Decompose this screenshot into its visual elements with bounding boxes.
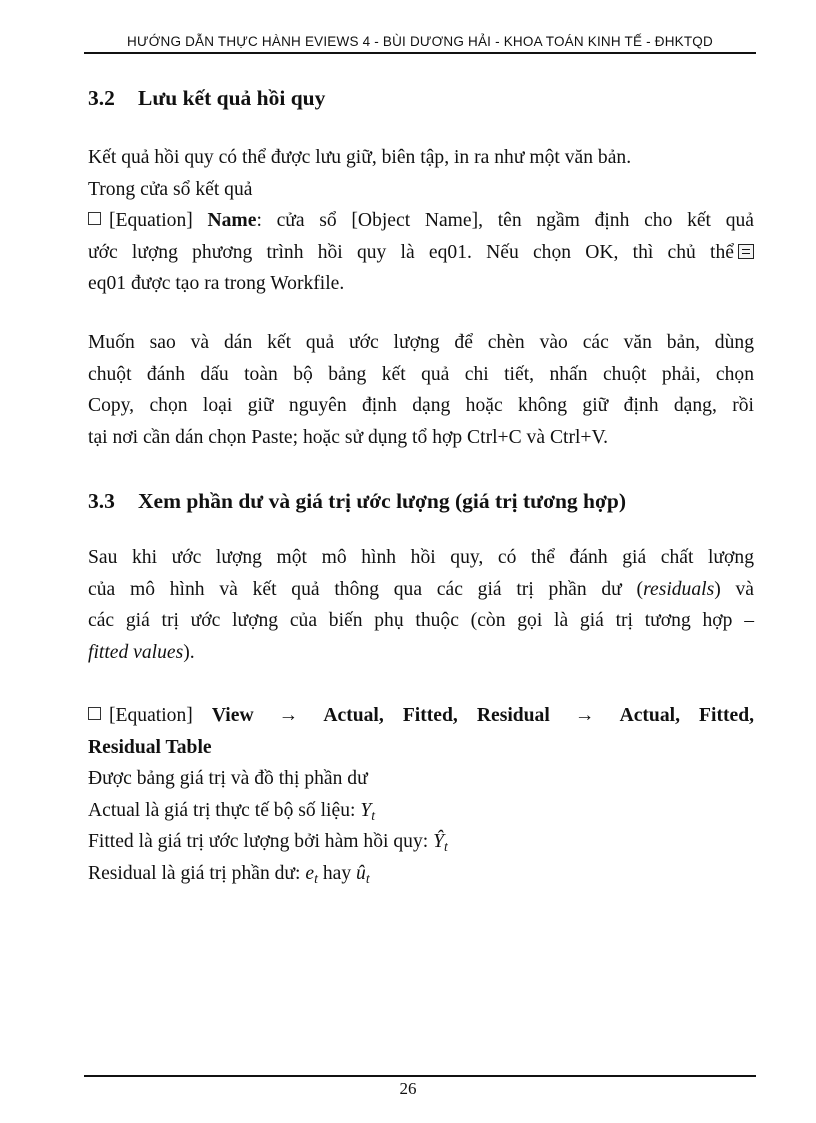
text-fragment: Residual là giá trị phần dư: bbox=[88, 862, 306, 884]
text-line: Được bảng giá trị và đồ thị phần dư bbox=[88, 768, 368, 789]
text-line bbox=[88, 637, 754, 669]
text-line: eq01 được tạo ra trong Workfile. bbox=[88, 273, 345, 294]
text-fragment: ước lượng phương trình hồi quy là eq01. Nếu chọn OK, thì chủ thể bbox=[88, 241, 734, 263]
section-3-3-paragraph-1 bbox=[88, 542, 754, 668]
text-fragment: Actual là giá trị thực tế bộ số liệu: bbox=[88, 799, 361, 821]
math-variable: e bbox=[305, 862, 315, 884]
section-3-2-paragraph-2 bbox=[88, 327, 754, 453]
section-title: Lưu kết quả hồi quy bbox=[138, 86, 326, 110]
text-line bbox=[88, 205, 754, 237]
math-subscript: t bbox=[444, 839, 448, 855]
text-line bbox=[88, 574, 754, 606]
section-number: 3.3 bbox=[88, 489, 115, 513]
math-variable: Y bbox=[360, 799, 372, 821]
text-fragment: ) và bbox=[714, 578, 754, 600]
section-3-2-paragraph-1 bbox=[88, 142, 754, 300]
text-line: Sau khi ước lượng một mô hình hồi quy, có thể đánh giá chất lượng bbox=[88, 547, 754, 568]
text-line: tại nơi cần dán chọn Paste; hoặc sử dụng tổ hợp Ctrl+C và Ctrl+V. bbox=[88, 426, 608, 448]
text-line bbox=[88, 237, 754, 269]
arrow-right-icon: → bbox=[278, 705, 299, 726]
menu-command: Actual, Fitted, Residual bbox=[323, 705, 550, 726]
term-residuals: residuals bbox=[643, 578, 715, 600]
text-line bbox=[88, 795, 754, 827]
text-fragment: ). bbox=[183, 641, 195, 663]
menu-command: View bbox=[211, 705, 254, 726]
text-line: các giá trị ước lượng của biến phụ thuộc (còn gọi là giá trị tương hợp – bbox=[88, 610, 754, 631]
text-line: Kết quả hồi quy có thể được lưu giữ, biên tập, in ra như một văn bản. bbox=[88, 147, 632, 168]
math-subscript: t bbox=[365, 870, 370, 886]
text-line bbox=[88, 826, 754, 858]
equation-object-icon bbox=[738, 244, 754, 259]
math-variable: û bbox=[356, 862, 366, 884]
text-line: Muốn sao và dán kết quả ước lượng để chèn vào các văn bản, dùng bbox=[88, 332, 754, 353]
math-subscript: t bbox=[314, 870, 318, 886]
checkbox-bullet-icon bbox=[88, 707, 101, 720]
arrow-right-icon: → bbox=[574, 705, 595, 726]
section-3-3-heading bbox=[88, 489, 626, 514]
menu-object-label: [Equation] bbox=[109, 210, 193, 231]
running-header: HƯỚNG DẪN THỰC HÀNH EVIEWS 4 - BÙI DƯƠNG HẢI - KHOA TOÁN KINH TẾ - ĐHKTQD bbox=[127, 34, 713, 49]
text-fragment: : cửa sổ [Object Name], tên ngầm định cho kết quả bbox=[256, 210, 754, 231]
text-line bbox=[88, 700, 754, 732]
page-number: 26 bbox=[399, 1079, 417, 1098]
math-subscript: t bbox=[371, 807, 376, 823]
text-fragment: của mô hình và kết quả thông qua các giá trị phần dư ( bbox=[88, 578, 644, 600]
section-3-3-menu-path bbox=[88, 700, 754, 889]
text-fragment: hay bbox=[317, 862, 357, 884]
term-fitted-values: fitted values bbox=[88, 641, 184, 663]
menu-command: Actual, Fitted, bbox=[619, 705, 754, 726]
text-line: chuột đánh dấu toàn bộ bảng kết quả chi tiết, nhấn chuột phải, chọn bbox=[88, 363, 754, 385]
math-variable: Ŷ bbox=[433, 831, 445, 852]
menu-command: Name bbox=[207, 210, 257, 231]
header-divider bbox=[84, 52, 756, 54]
footer-divider bbox=[84, 1075, 756, 1077]
text-line: Copy, chọn loại giữ nguyên định dạng hoặc không giữ định dạng, rồi bbox=[88, 395, 754, 416]
text-line: Trong cửa sổ kết quả bbox=[88, 178, 253, 200]
text-fragment: Fitted là giá trị ước lượng bởi hàm hồi quy: bbox=[88, 831, 434, 852]
section-number: 3.2 bbox=[88, 86, 115, 110]
menu-command: Residual Table bbox=[88, 736, 212, 758]
text-line bbox=[88, 858, 754, 890]
section-title: Xem phần dư và giá trị ước lượng (giá trị tương hợp) bbox=[138, 489, 627, 513]
text-line bbox=[88, 732, 754, 764]
menu-object-label: [Equation] bbox=[109, 705, 193, 726]
checkbox-bullet-icon bbox=[88, 212, 101, 225]
section-3-2-heading bbox=[88, 86, 325, 111]
